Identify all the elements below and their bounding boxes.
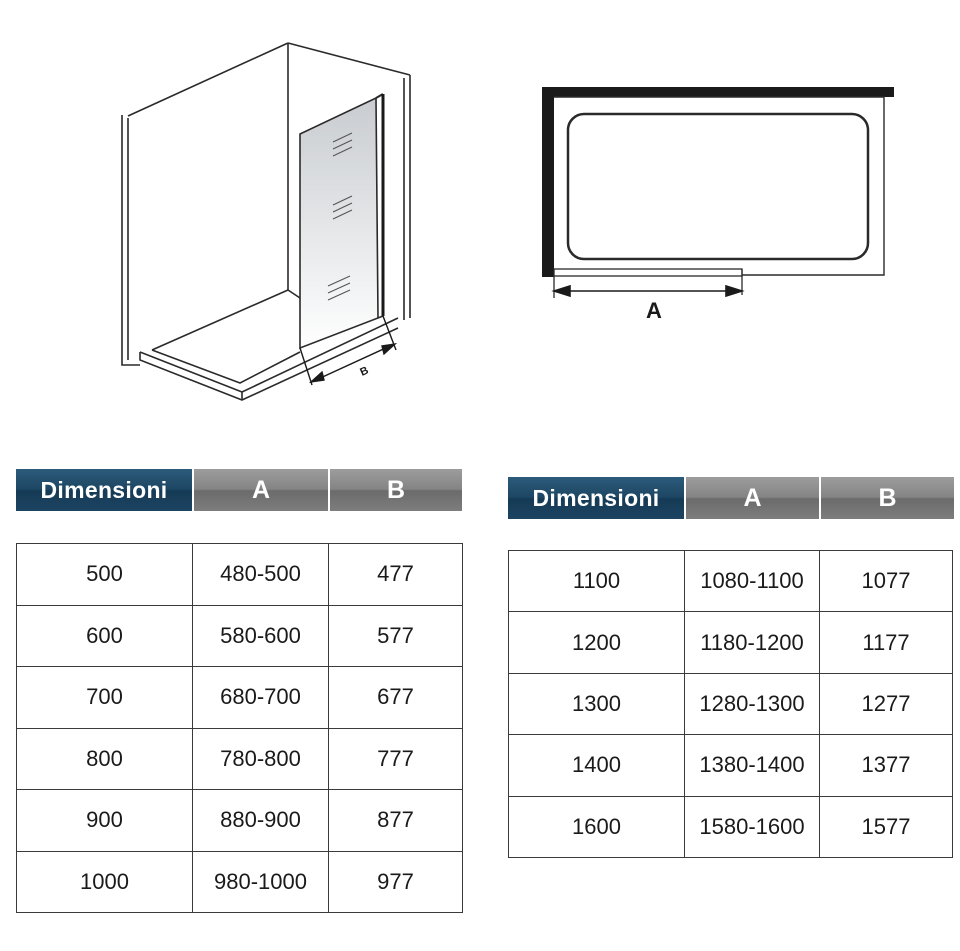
table-row xyxy=(509,673,953,734)
cell-dimensioni: 1000 xyxy=(17,851,193,913)
table-body xyxy=(508,550,953,858)
cell-dimensioni: 1600 xyxy=(509,796,685,857)
cell-dimensioni: 1300 xyxy=(509,673,685,734)
cell-b: 677 xyxy=(329,667,463,729)
header-b: B xyxy=(819,477,954,519)
cell-dimensioni: 700 xyxy=(17,667,193,729)
cell-b: 577 xyxy=(329,605,463,667)
cell-a: 980-1000 xyxy=(193,851,329,913)
cell-dimensioni: 900 xyxy=(17,790,193,852)
dimensions-table-right xyxy=(480,0,960,951)
table-row xyxy=(17,544,463,606)
table-row xyxy=(17,790,463,852)
cell-dimensioni: 500 xyxy=(17,544,193,606)
cell-b: 1177 xyxy=(820,612,953,673)
table-row xyxy=(17,667,463,729)
cell-dimensioni: 1400 xyxy=(509,735,685,796)
cell-dimensioni: 600 xyxy=(17,605,193,667)
cell-b: 877 xyxy=(329,790,463,852)
header-a: A xyxy=(684,477,819,519)
cell-a: 780-800 xyxy=(193,728,329,790)
cell-a: 1180-1200 xyxy=(685,612,820,673)
cell-b: 977 xyxy=(329,851,463,913)
header-a: A xyxy=(192,469,328,511)
cell-b: 1277 xyxy=(820,673,953,734)
cell-dimensioni: 1100 xyxy=(509,551,685,612)
label-a: A xyxy=(646,298,662,323)
cell-b: 1377 xyxy=(820,735,953,796)
header-dimensioni: Dimensioni xyxy=(16,469,192,511)
table-row xyxy=(509,796,953,857)
cell-b: 1577 xyxy=(820,796,953,857)
label-b: B xyxy=(358,364,371,379)
cell-dimensioni: 1200 xyxy=(509,612,685,673)
header-dimensioni: Dimensioni xyxy=(508,477,684,519)
table-header xyxy=(16,469,462,511)
cell-a: 880-900 xyxy=(193,790,329,852)
table-row xyxy=(509,735,953,796)
table-row xyxy=(509,551,953,612)
table-row xyxy=(17,851,463,913)
table-body xyxy=(16,543,463,913)
cell-a: 1580-1600 xyxy=(685,796,820,857)
table-header xyxy=(508,477,954,519)
cell-dimensioni: 800 xyxy=(17,728,193,790)
cell-a: 680-700 xyxy=(193,667,329,729)
table-row xyxy=(17,728,463,790)
cell-b: 777 xyxy=(329,728,463,790)
cell-b: 477 xyxy=(329,544,463,606)
cell-a: 1380-1400 xyxy=(685,735,820,796)
cell-a: 1080-1100 xyxy=(685,551,820,612)
cell-a: 480-500 xyxy=(193,544,329,606)
cell-b: 1077 xyxy=(820,551,953,612)
cell-a: 580-600 xyxy=(193,605,329,667)
cell-a: 1280-1300 xyxy=(685,673,820,734)
header-b: B xyxy=(328,469,462,511)
table-row xyxy=(17,605,463,667)
table-row xyxy=(509,612,953,673)
